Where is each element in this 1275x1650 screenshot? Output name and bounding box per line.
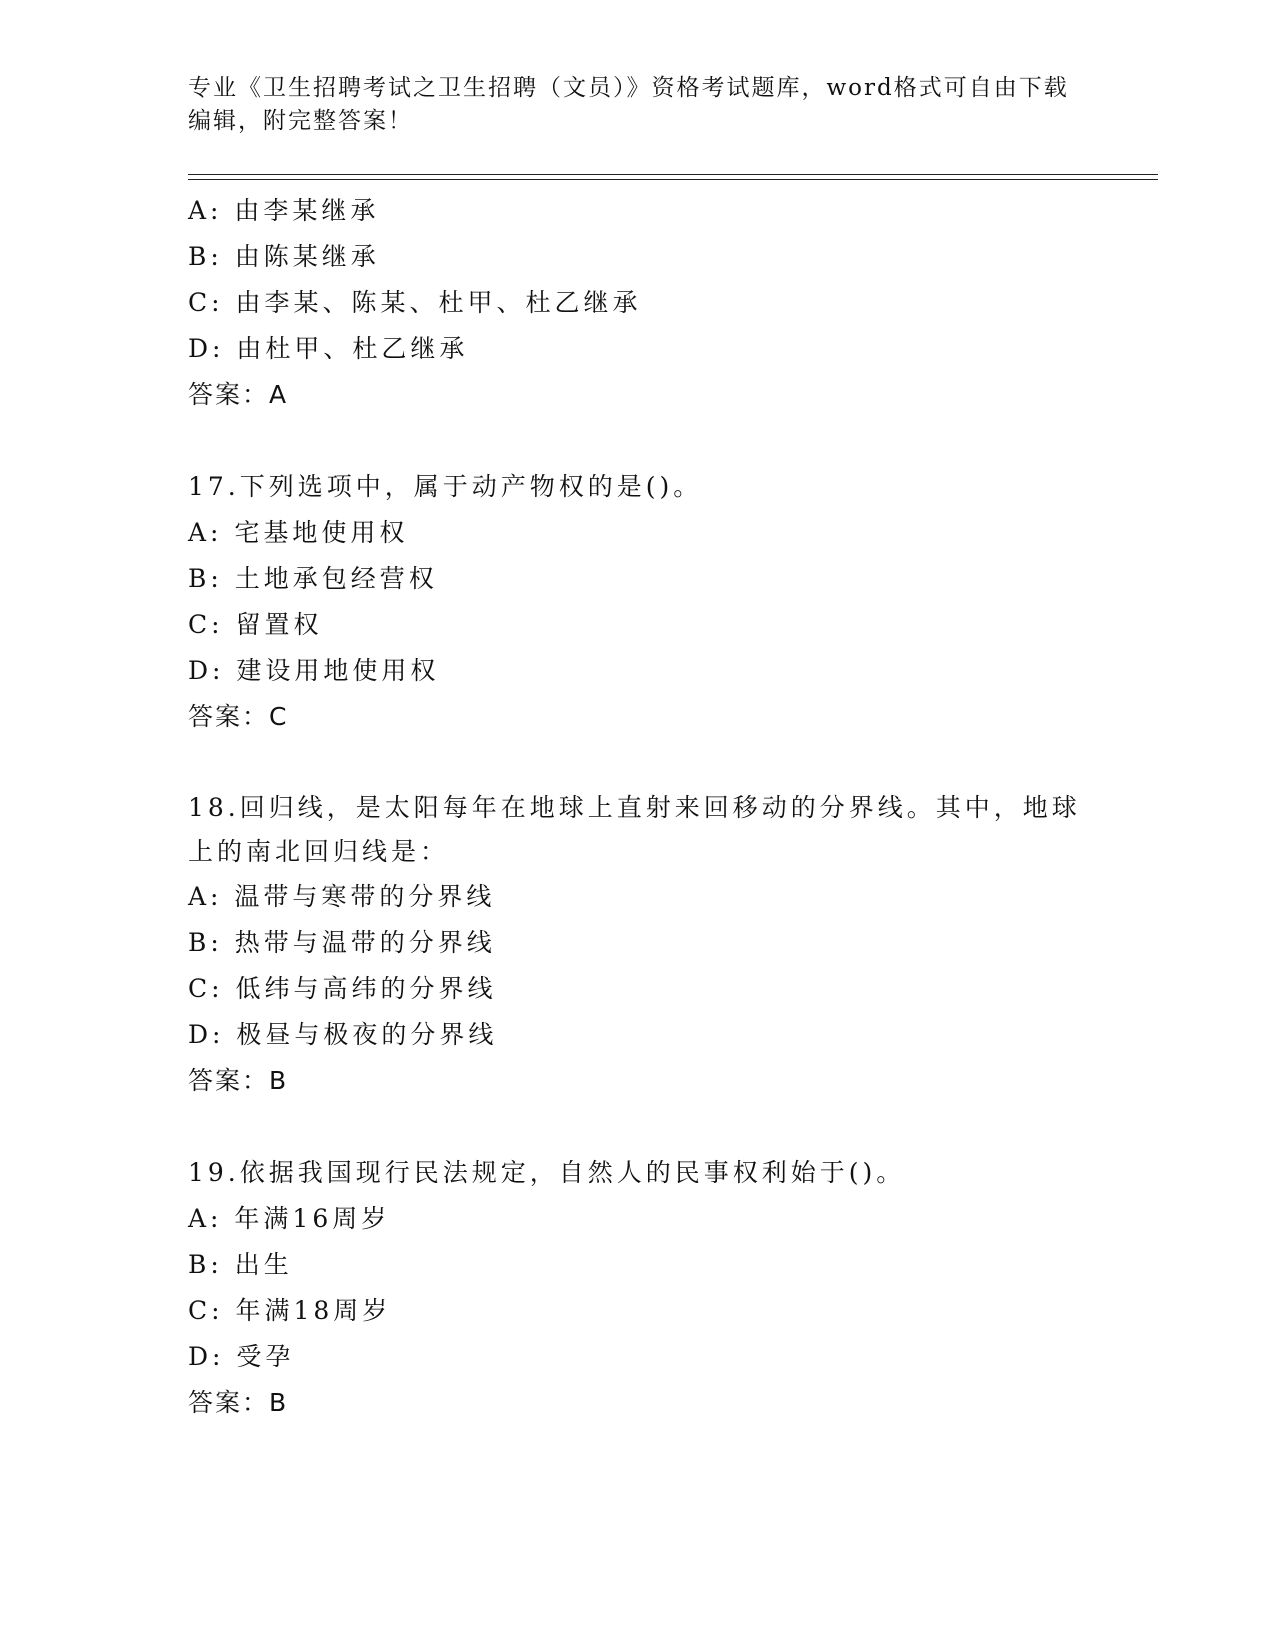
option-a: A: 由李某继承 (188, 196, 380, 225)
answer-label: 答案：C (188, 702, 289, 731)
header-line-1: 专业《卫生招聘考试之卫生招聘（文员）》资格考试题库，word格式可自由下载 (188, 75, 1069, 101)
option-c: C: 年满18周岁 (188, 1296, 392, 1325)
spacer (188, 740, 1148, 786)
option-c: C: 低纬与高纬的分界线 (188, 974, 497, 1003)
spacer (188, 418, 1148, 464)
question-list (188, 188, 1148, 1426)
spacer (188, 1104, 1148, 1150)
option-d: D: 极昼与极夜的分界线 (188, 1020, 498, 1049)
option-a: A: 温带与寒带的分界线 (188, 882, 496, 911)
option-d: D: 由杜甲、杜乙继承 (188, 334, 469, 363)
option-b: B: 土地承包经营权 (188, 564, 438, 593)
question-18 (188, 786, 1148, 1104)
question-text: 19.依据我国现行民法规定，自然人的民事权利始于()。 (188, 1158, 906, 1187)
question-19 (188, 1150, 1148, 1426)
option-d: D: 建设用地使用权 (188, 656, 440, 685)
question-text-line-1: 18.回归线，是太阳每年在地球上直射来回移动的分界线。其中，地球 (188, 793, 1081, 822)
header-line-2: 编辑，附完整答案！ (188, 108, 413, 134)
option-c: C: 由李某、陈某、杜甲、杜乙继承 (188, 288, 642, 317)
question-text-line-2: 上的南北回归线是： (188, 837, 450, 866)
document-header (188, 72, 1088, 138)
option-b: B: 出生 (188, 1250, 293, 1279)
header-rule-bottom (188, 179, 1158, 180)
header-rule-top (188, 174, 1158, 175)
option-a: A: 宅基地使用权 (188, 518, 409, 547)
question-17 (188, 464, 1148, 740)
answer-label: 答案：A (188, 380, 289, 409)
question-text: 17.下列选项中，属于动产物权的是()。 (188, 472, 703, 501)
option-c: C: 留置权 (188, 610, 323, 639)
answer-label: 答案：B (188, 1388, 289, 1417)
option-b: B: 热带与温带的分界线 (188, 928, 496, 957)
option-b: B: 由陈某继承 (188, 242, 380, 271)
question-16 (188, 188, 1148, 418)
answer-label: 答案：B (188, 1066, 289, 1095)
option-a: A: 年满16周岁 (188, 1204, 391, 1233)
option-d: D: 受孕 (188, 1342, 295, 1371)
